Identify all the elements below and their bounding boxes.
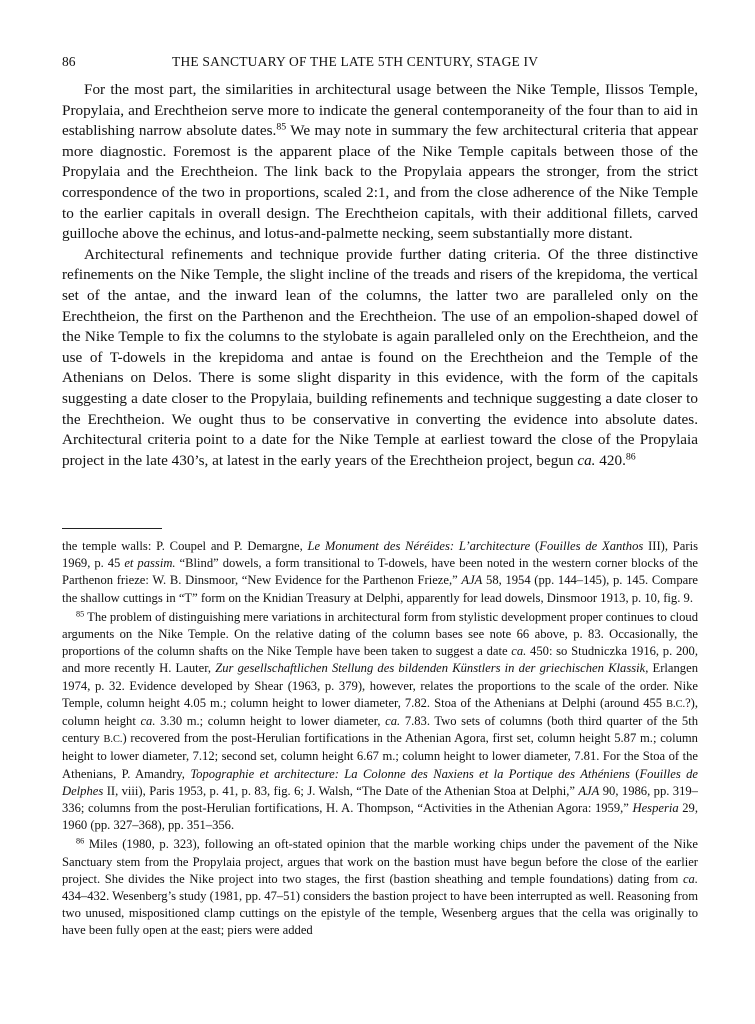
footnote-85-number: 85 <box>76 609 85 619</box>
paragraph-2-ca: ca. <box>577 451 596 469</box>
footnote-86-number: 86 <box>76 836 85 846</box>
running-title: THE SANCTUARY OF THE LATE 5TH CENTURY, STAGE IV <box>172 54 539 69</box>
fn-text: Miles (1980, p. 323), following an oft-stated opinion that the marble working chips under the pavement of the Nike Sanctuary stem from the Propylaia project, argues that work on the bastion must have begun before the close of the earlier project. She divides the Nike project into two stages, the first (bastion sheathing and temple foundations) dating from <box>62 837 698 886</box>
fn-text: II, viii), Paris 1953, p. 41, p. 83, fig. 6; J. Walsh, “The Date of the Athenian Stoa at Delphi,” <box>103 783 579 798</box>
fn-text: 7.83. Two sets of columns (both third quarter of the 5th century <box>62 714 698 746</box>
main-text <box>62 80 698 471</box>
fn-italic: ca. <box>385 714 401 729</box>
fn-text: “Blind” dowels, a form transitional to T-dowels, have been noted in the western corner blocks of the Parthenon frieze: W. B. Dinsmoor, “New Evidence for the Parthenon Frieze,” <box>62 556 698 588</box>
fn-text: The problem of distinguishing mere variations in architectural form from stylistic development proper continues to cloud arguments on the Nike Temple. On the relative dating of the column bases see note 66 above, p. 83. Occasionally, the proportions of the column shafts on the Nike Temple have been taken to suggest a date <box>62 609 698 659</box>
fn-italic: Le Monument des Néréides: L’architecture <box>307 539 531 553</box>
paragraph-1 <box>62 80 698 245</box>
footnote-divider <box>62 528 162 529</box>
fn-italic: ca. <box>140 714 156 729</box>
fn-italic: ca. <box>511 644 527 659</box>
fn-italic: Topographie et architecture: La Colonne des Naxiens et la Portique des Athéniens <box>190 766 630 781</box>
page-number: 86 <box>62 54 76 69</box>
footnote-ref-85[interactable]: 85 <box>276 121 287 133</box>
fn-italic: AJA <box>578 783 600 798</box>
paragraph-2 <box>62 245 698 472</box>
fn-text: 3.30 m.; column height to lower diameter, <box>155 714 386 729</box>
fn-text: ) recovered from the post-Herulian fortifications in the Athenian Agora, first set, column height 5.87 m.; column height to lower diameter, 7.12; second set, column height 6.67 m.; column height to lower diameter, 7.81. For the Stoa of the Athenians, P. Amandry, <box>62 731 698 781</box>
fn-italic: et passim. <box>124 556 176 571</box>
paragraph-2-text-a: Architectural refinements and technique provide further dating criteria. Of the three distinctive refinements on the Nike Temple, the slight incline of the treads and risers of the krepidoma, the vertical set of the antae, and the inward lean of the columns, the latter two are paralleled only on the Erechtheion, the first on the Parthenon and the Erechtheion. The use of an empolion-shaped dowel of the Nike Temple to fix the columns to the stylobate is again paralleled only on the Erechtheion, and the use of T-dowels in the krepidoma and antae is found on the Erechtheion and the Temple of the Athenians on Delos. There is some slight disparity in this evidence, with the form of the capitals suggesting a date closer to the Propylaia, building refinements and technique suggesting a date closer to the Erechtheion. We ought thus to be conservative in converting the evidence into absolute dates. Architectural criteria point to a date for the Nike Temple at earliest toward the close of the Propylaia project in the late 430’s, at latest in the early years of the Erechtheion project, begun <box>62 245 698 469</box>
fn-text: ( <box>629 766 640 781</box>
footnote-86 <box>62 836 698 939</box>
fn-smallcaps: B.C. <box>103 734 123 746</box>
fn-italic: Zur gesellschaftlichen Stellung des bildenden Künstlers in der griechischen Klassik <box>215 661 646 676</box>
footnote-continuation <box>62 538 698 607</box>
paragraph-1-text-a: For the most part, the similarities in architectural usage between the Nike Temple, Ilissos Temple, Propylaia, and Erechtheion serve more to indicate the general contemporaneity of the four than to aid in establishing narrow absolute dates. <box>62 81 698 140</box>
fn-italic: Hesperia <box>632 801 679 816</box>
fn-italic: AJA <box>461 573 483 588</box>
fn-smallcaps: B.C. <box>666 698 686 710</box>
fn-text: 58, 1954 (pp. 144–145), p. 145. Compare the shallow cuttings in “T” form on the Knidian Treasury at Delphi, apparently for lead dowels, Dinsmoor 1913, p. 10, fig. 9. <box>62 573 698 605</box>
fn-italic: Fouilles de Xanthos <box>539 539 644 553</box>
fn-text: 29, 1960 (pp. 327–368), pp. 351–356. <box>62 801 699 833</box>
footnote-ref-86[interactable]: 86 <box>625 451 636 463</box>
paragraph-2-text-b: 420. <box>595 451 626 469</box>
fn-italic: Fouilles de Delphes <box>62 766 698 798</box>
fn-text: 90, 1986, pp. 319–336; columns from the post-Herulian fortifications, H. A. Thompson, “Activities in the Athenian Agora: 1959,” <box>62 783 698 816</box>
fn-text: , Erlangen 1974, p. 32. Evidence developed by Shear (1963, p. 379), however, relates the proportions to the scale of the order. Nike Temple, column height 4.05 m.; column height to lower diameter, 7.82. Stoa of the Athenians at Delphi (around 455 <box>62 661 698 710</box>
fn-text: ( <box>530 539 540 553</box>
running-header <box>62 54 698 72</box>
footnote-85 <box>62 609 698 835</box>
fn-text: III), Paris 1969, p. 45 <box>62 539 698 571</box>
fn-text: 434–432. Wesenberg’s study (1981, pp. 47–51) considers the bastion project to have been interrupted as well. Reasoning from two unused, mispositioned clamp cuttings on the epistyle of the temple, Wesenberg argues that the cella was originally to have been fully open at the east; piers were added <box>62 889 698 938</box>
fn-italic: ca. <box>682 871 698 886</box>
footnotes <box>62 538 698 942</box>
paragraph-1-text-b: We may note in summary the few architectural criteria that appear more diagnostic. Foremost is the apparent place of the Nike Temple capitals between those of the Propylaia and the Erechtheion. The link back to the Propylaia appears the stronger, from the strict correspondence of the two in proportions, scaled 2:1, and from the close adherence of the Nike Temple to the earlier capitals in overall design. The Erechtheion capitals, with their additional fillets, carved guilloche above the echinus, and lotus-and-palmette necking, seem substantially more distant. <box>62 122 698 243</box>
fn-text: ?), column height <box>62 695 698 729</box>
fn-text: the temple walls: P. Coupel and P. Demargne, <box>62 539 308 553</box>
fn-text: 450: so Studniczka 1916, p. 200, and more recently H. Lauter, <box>62 644 698 676</box>
